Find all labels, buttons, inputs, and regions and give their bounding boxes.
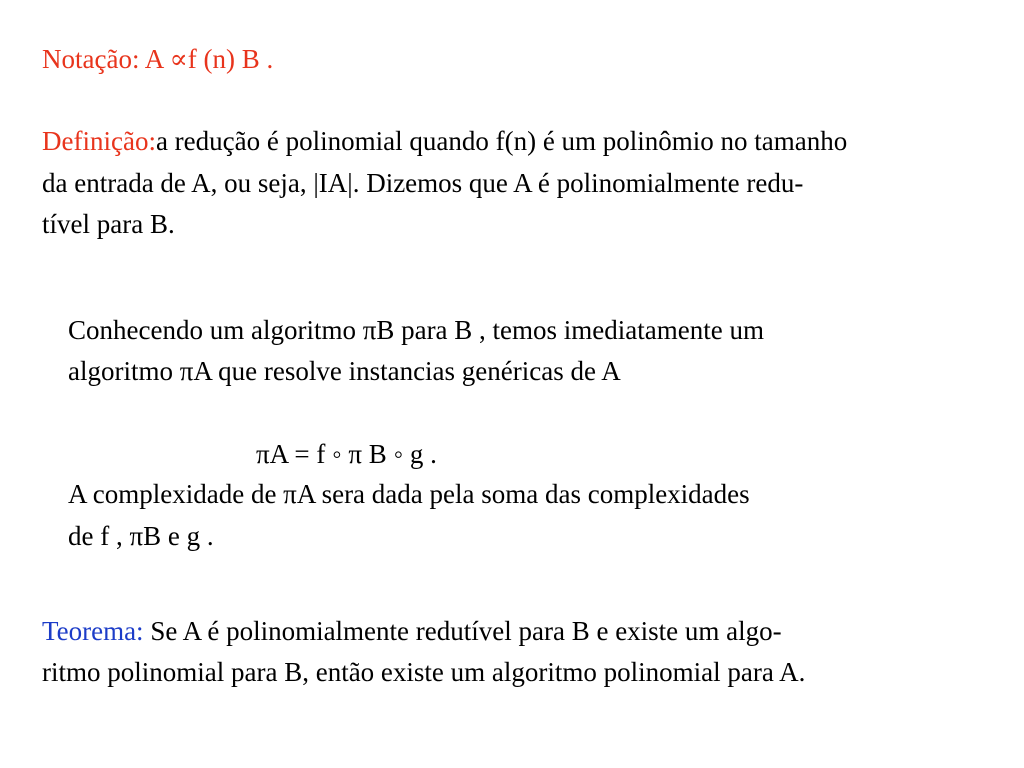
algorithm-line-4: de f , πB e g . — [68, 521, 214, 551]
theorem-line-2: ritmo polinomial para B, então existe um algoritmo polinomial para A. — [42, 657, 806, 687]
definition-text-1: a redução é polinomial quando f(n) é um polinômio no tamanho — [155, 126, 848, 156]
definition-label: Definição: — [42, 126, 156, 156]
theorem-line-1 — [42, 614, 782, 648]
theorem-label: Teorema: — [42, 616, 144, 646]
composition-formula: πA = f ◦ π B ◦ g . — [256, 439, 437, 469]
algorithm-line-3: A complexidade de πA sera dada pela soma das complexidades — [68, 479, 750, 509]
notation-line: Notação: A ∝f (n) B . — [42, 44, 274, 74]
algorithm-line-2: algoritmo πA que resolve instancias genéricas de A — [68, 356, 621, 386]
theorem-text-1: Se A é polinomialmente redutível para B e existe um algo- — [143, 616, 782, 646]
definition-line-3: tível para B. — [42, 209, 175, 239]
definition-line-2: da entrada de A, ou seja, |IA|. Dizemos que A é polinomialmente redu- — [42, 168, 804, 198]
definition-line-1 — [42, 124, 847, 158]
algorithm-line-1: Conhecendo um algoritmo πB para B , temos imediatamente um — [68, 315, 764, 345]
